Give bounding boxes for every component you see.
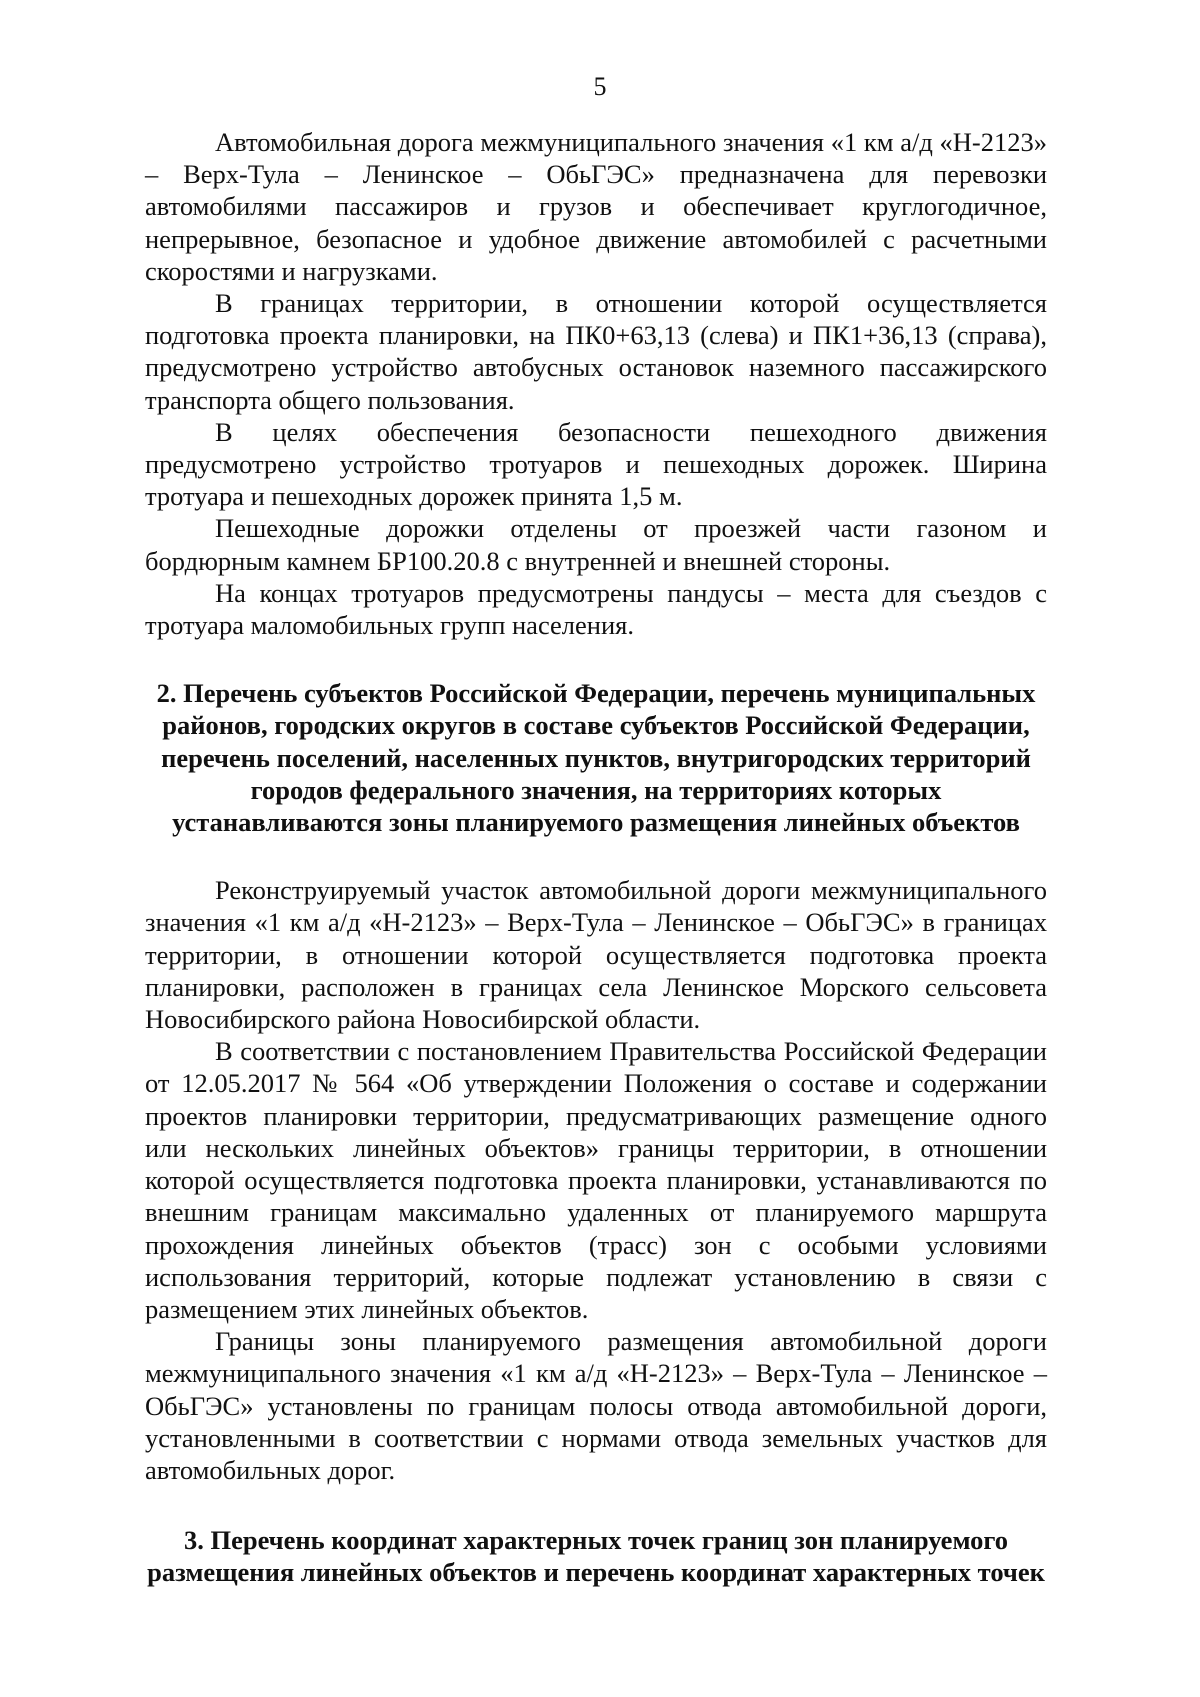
paragraph-zone-boundaries: Границы зоны планируемого размещения автомобильной дороги межмуниципального значения «1 км а/д «Н-2123» – Верх-Тула – Ленинское – ОбьГЭС» установлены по границам полосы отвода автомобильной дороги, установленными в соответствии с нормами отвода земельных участков для автомобильных дорог. xyxy=(145,1326,1047,1485)
section-2-heading: 2. Перечень субъектов Российской Федерации, перечень муниципальных районов, городских округов в составе субъектов Российской Федерации, перечень поселений, населенных пунктов, внутригородских территорий городов федерального значения, на территориях которых устанавливаются зоны планируемого размещения линейных объектов xyxy=(156,678,1036,838)
paragraph-ramps: На концах тротуаров предусмотрены пандусы – места для съездов с тротуара маломобильных групп населения. xyxy=(145,577,1047,641)
section-3-heading: 3. Перечень координат характерных точек границ зон планируемого размещения линейных объектов и перечень координат характерных точек xyxy=(147,1525,1045,1588)
paragraph-sidewalks: В целях обеспечения безопасности пешеходного движения предусмотрено устройство тротуаров и пешеходных дорожек. Ширина тротуара и пешеходных дорожек принята 1,5 м. xyxy=(145,416,1047,512)
paragraph-section-location: Реконструируемый участок автомобильной дороги межмуниципального значения «1 км а/д «Н-2123» – Верх-Тула – Ленинское – ОбьГЭС» в границах территории, в отношении которой осуществляется подготовка проекта планировки, расположен в границах села Ленинское Морского сельсовета Новосибирского района Новосибирской области. xyxy=(145,875,1047,1035)
page-number: 5 xyxy=(593,72,607,101)
paragraph-road-purpose: Автомобильная дорога межмуниципального значения «1 км а/д «Н-2123» – Верх-Тула – Ленинское – ОбьГЭС» предназначена для перевозки автомобилями пассажиров и грузов и обеспечивает круглогодичное, непрерывное, безопасное и удобное движение автомобилей с расчетными скоростями и нагрузками. xyxy=(145,127,1047,286)
paragraph-government-decree: В соответствии с постановлением Правительства Российской Федерации от 12.05.2017 № 564 «Об утверждении Положения о составе и содержании проектов планировки территории, предусматривающих размещение одного или нескольких линейных объектов» границы территории, в отношении которой осуществляется подготовка проекта планировки, устанавливаются по внешним границам максимально удаленных от планируемого маршрута прохождения линейных объектов (трасс) зон с особыми условиями использования территорий, которые подлежат установлению в связи с размещением этих линейных объектов. xyxy=(145,1036,1047,1324)
paragraph-bus-stops: В границах территории, в отношении которой осуществляется подготовка проекта планировки, на ПК0+63,13 (слева) и ПК1+36,13 (справа), предусмотрено устройство автобусных остановок наземного пассажирского транспорта общего пользования. xyxy=(145,288,1047,415)
document-body xyxy=(145,126,1047,1589)
paragraph-curb-stone: Пешеходные дорожки отделены от проезжей части газоном и бордюрным камнем БР100.20.8 с внутренней и внешней стороны. xyxy=(145,513,1047,576)
